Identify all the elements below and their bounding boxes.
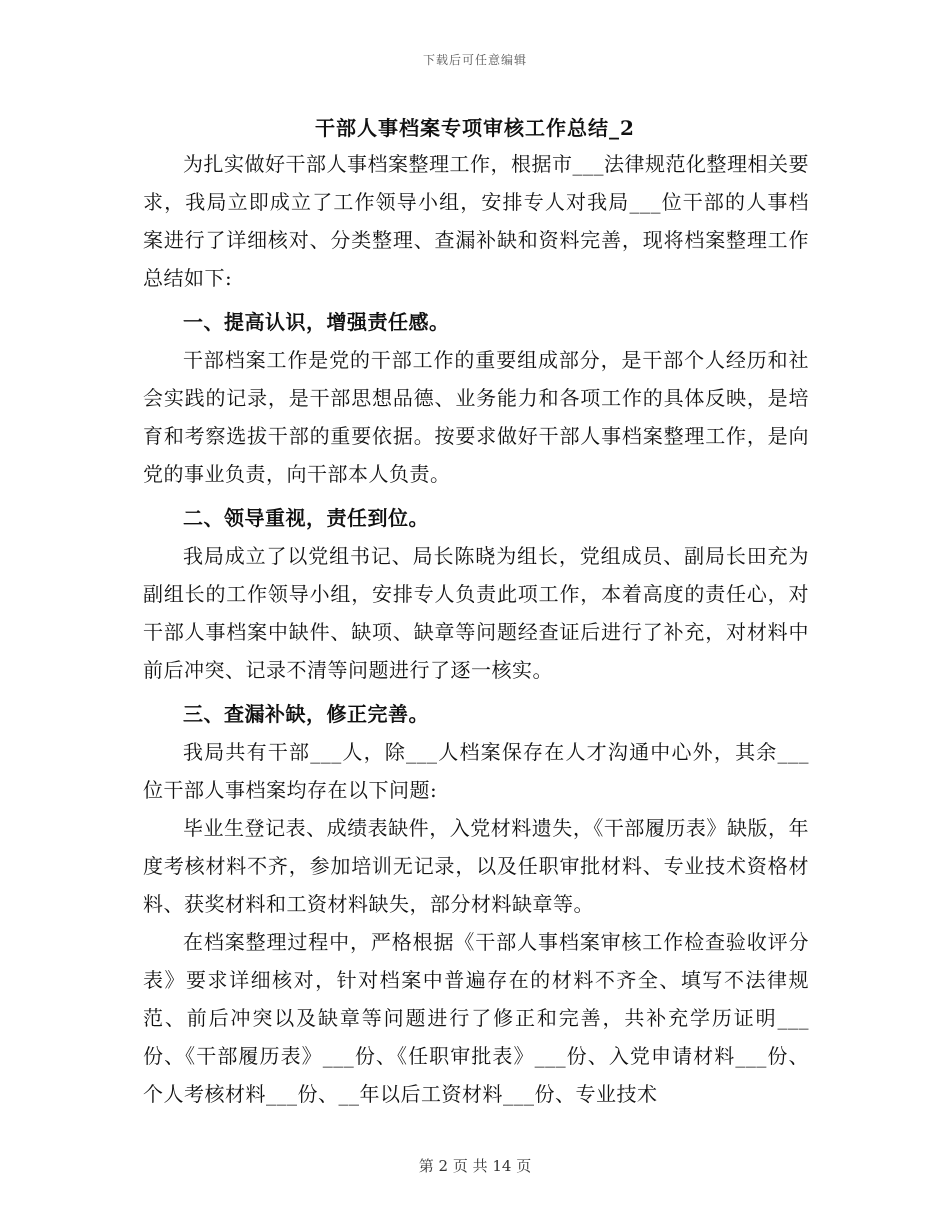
document-body: [143, 145, 809, 1113]
intro-paragraph: 为扎实做好干部人事档案整理工作，根据市___法律规范化整理相关要求，我局立即成立了工作领导小组，安排专人对我局___位干部的人事档案进行了详细核对、分类整理、查漏补缺和资料完善，现将档案整理工作总结如下:: [143, 152, 809, 290]
section-1-paragraph: 干部档案工作是党的干部工作的重要组成部分，是干部个人经历和社会实践的记录，是干部思想品德、业务能力和各项工作的具体反映，是培育和考察选拔干部的重要依据。按要求做好干部人事档案整理工作，是向党的事业负责，向干部本人负责。: [143, 348, 809, 486]
document-title: 干部人事档案专项审核工作总结_2: [315, 116, 635, 140]
page-number: 第 2 页 共 14 页: [418, 1157, 532, 1175]
section-heading-2: 二、领导重视，责任到位。: [183, 506, 429, 530]
section-heading-3: 三、查漏补缺，修正完善。: [183, 702, 429, 726]
section-3-paragraph-1: 我局共有干部___人，除___人档案保存在人才沟通中心外，其余___位干部人事档案均存在以下问题:: [143, 740, 809, 802]
section-3-paragraph-3: 在档案整理过程中，严格根据《干部人事档案审核工作检查验收评分表》要求详细核对，针对档案中普遍存在的材料不齐全、填写不法律规范、前后冲突以及缺章等问题进行了修正和完善，共补充学历证明___份、《干部履历表》___份、《任职审批表》___份、入党申请材料___份、个人考核材料___份、__年以后工资材料___份、专业技术: [143, 930, 809, 1106]
section-2-paragraph: 我局成立了以党组书记、局长陈晓为组长，党组成员、副局长田充为副组长的工作领导小组，安排专人负责此项工作，本着高度的责任心，对干部人事档案中缺件、缺项、缺章等问题经查证后进行了补充，对材料中前后冲突、记录不清等问题进行了逐一核实。: [143, 544, 809, 682]
page-header-note: 下载后可任意编辑: [422, 53, 527, 67]
section-heading-1: 一、提高认识，增强责任感。: [183, 310, 450, 334]
section-3-paragraph-2: 毕业生登记表、成绩表缺件，入党材料遗失，《干部履历表》缺版，年度考核材料不齐，参加培训无记录，以及任职审批材料、专业技术资格材料、获奖材料和工资材料缺失，部分材料缺章等。: [143, 816, 809, 916]
